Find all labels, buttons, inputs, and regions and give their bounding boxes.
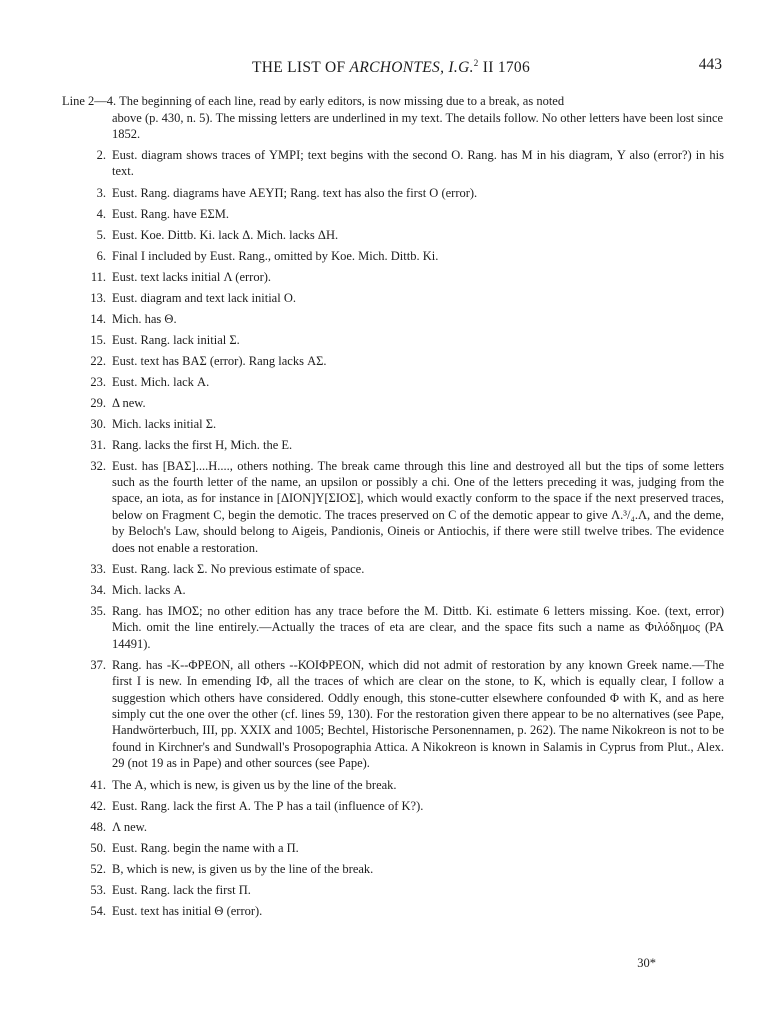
note-number: 22. [90,353,106,368]
note-text: Β, which is new, is given us by the line of the break. [112,861,374,876]
signature-mark: 30* [637,956,656,970]
note-number: 4. [96,206,106,221]
note-number: 30. [90,416,106,431]
title-suffix: II 1706 [478,59,531,76]
note-text: The Α, which is new, is given us by the line of the break. [112,777,397,792]
note-item [62,777,724,793]
note-text: Eust. Rang. have ΕΣΜ. [112,206,229,221]
note-number: 50. [90,840,106,855]
page-number: 443 [698,56,722,73]
note-item [62,332,724,348]
note-number: 35. [90,603,106,618]
note-number: 32. [90,458,106,473]
note-number: 48. [90,819,106,834]
note-text: Λ new. [112,819,148,834]
note-item [62,458,724,556]
note-number: 42. [90,798,106,813]
notes-list [62,147,724,924]
note-text: Eust. text lacks initial Λ (error). [112,269,272,284]
note-text: Eust. diagram and text lack initial Ο. [112,290,296,305]
running-title [0,58,782,77]
note-item [62,798,724,814]
note-number: 11. [90,269,106,284]
note-item [62,882,724,898]
note-number: 2. [96,148,106,162]
note-item [62,861,724,877]
note-item [62,353,724,369]
note-text: Final I included by Eust. Rang., omitted by Koe. Mich. Dittb. Ki. [112,248,439,263]
title-prefix: THE LIST OF [251,59,350,76]
note-item [62,290,724,306]
note-item [62,374,724,390]
title-italic: ARCHONTES, I.G. [349,59,474,76]
note-item [62,603,724,652]
note-number: 15. [90,332,106,347]
note-text: Rang. lacks the first Η, Mich. the Ε. [112,437,293,452]
note-number: 53. [90,882,106,897]
note-number: 6. [96,248,106,263]
note-item [62,227,724,243]
note-text: Eust. Mich. lack Α. [112,374,210,389]
note-item [62,206,724,222]
note-number: 31. [90,437,106,452]
note-text: Eust. Rang. diagrams have ΑΕΥΠ; Rang. text has also the first Ο (error). [112,185,478,200]
note-item [62,269,724,285]
note-text: Eust. text has initial Θ (error). [112,903,263,918]
note-text: Mich. has Θ. [112,311,177,326]
note-text: Δ new. [112,395,146,410]
note-text: Eust. Rang. lack Σ. No previous estimate of space. [112,561,365,576]
title-superscript: 2 [473,58,479,68]
note-number: 41. [90,777,106,792]
note-number: 23. [90,374,106,389]
note-text: Eust. Rang. begin the name with a Π. [112,840,299,855]
note-text: Mich. lacks Α. [112,582,186,597]
note-item [62,840,724,856]
note-item [62,395,724,411]
running-header [0,58,782,80]
note-item [62,185,724,201]
note-number: 3. [96,185,106,200]
note-text: Eust. Rang. lack the first Π. [112,882,251,897]
note-text: Rang. has -Κ--ΦΡΕΟΝ, all others --ΚΟΙΦΡΕΟΝ, which did not admit of restoration by any known Greek name.—The first I is new. In emending ΙΦ, all the traces of which are clear on the stone, to Κ, which is equally clear, I follow a suggestion which others have considered. Oddly enough, this stone-cutter elsewhere confounded Φ with Κ, and as here simply cut the one over the other (cf. lines 59, 130). For the restoration given there appear to be no alternatives (see Pape, Handwörterbuch, III, pp. XXIX and 1005; Bechtel, Historische Personennamen, p. 262). The name Nikokreon is not to be found in Kirchner's and Sundwall's Prosopographia Attica. A Nikokreon is known in Salamis in Cyprus from Plut., Alex. 29 (not 19 as in Pape) and other sources (see Pape). [112,657,724,771]
note-number: 52. [90,861,106,876]
note-number: 33. [90,561,106,576]
note-item [62,248,724,264]
note-text: Eust. Koe. Dittb. Ki. lack Δ. Mich. lacks ΔΗ. [112,227,339,242]
note-number: 13. [90,290,106,305]
note-text: Eust. text has ΒΑΣ (error). Rang lacks ΑΣ. [112,353,327,368]
note-item [62,561,724,577]
intro-first-line: The beginning of each line, read by early editors, is now missing due to a break, as noted [116,94,565,108]
intro-label: Line 2—4. [62,94,117,108]
note-item [62,437,724,453]
note-item [62,311,724,327]
note-item [62,819,724,835]
intro-continuation: above (p. 430, n. 5). The missing letters are underlined in my text. The details follow. No other letters have been lost since 1852. [112,110,724,141]
note-item [62,657,724,772]
note-number: 14. [90,311,106,326]
note-text: Mich. lacks initial Σ. [112,416,217,431]
note-number: 34. [90,582,106,597]
intro-note [62,93,724,143]
note-item [62,147,724,180]
note-number: 5. [96,227,106,242]
note-number: 54. [90,903,106,918]
note-number: 29. [90,395,106,410]
note-text: Rang. has ΙΜΟΣ; no other edition has any trace before the Μ. Dittb. Ki. estimate 6 letters missing. Koe. (text, error) Mich. omit the line entirely.—Actually the traces of eta are clear, and the space fits such a name as Φιλόδημος (PA 14491). [112,603,724,651]
note-item [62,416,724,432]
note-number: 37. [90,657,106,672]
note-item [62,903,724,919]
note-text: Eust. diagram shows traces of ΥΜΡΙ; text begins with the second Ο. Rang. has Μ in his diagram, Υ also (error?) in his text. [112,148,724,179]
note-text: Eust. Rang. lack the first Α. The Ρ has a tail (influence of Κ?). [112,798,424,813]
note-item [62,582,724,598]
note-text: Eust. Rang. lack initial Σ. [112,332,240,347]
note-text: Eust. has [ΒΑΣ]....Η...., others nothing. The break came through this line and destroyed all but the tips of some letters such as the fourth letter of the name, an upsilon or possibly a chi. One of the letters preceding it was, judging from the space, an iota, as for instance in [ΔΙΟΝ]Υ[ΣΙΟΣ], which would exactly conform to the space if the next preserved traces, below on Fragment C, begin the demotic. The traces preserved on C of the demotic appear to give Λ.³/₄.Λ, and the deme, by Beloch's Law, should belong to Aigeis, Pandionis, Oineis or Antiochis, if there were still twelve tribes. The evidence does not enable a restoration. [112,458,724,555]
